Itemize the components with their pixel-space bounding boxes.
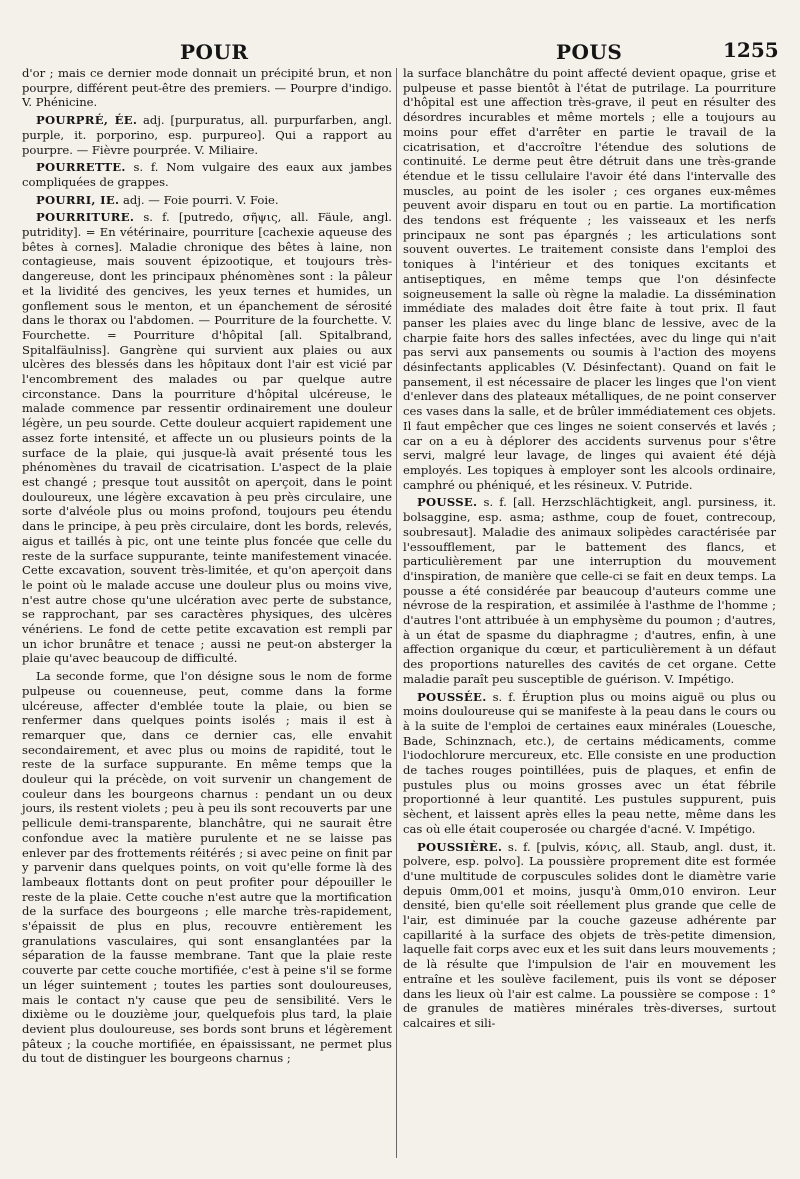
entry-text: s. f. Éruption plus ou moins aiguë ou plus ou moins douloureuse qui se manifeste à la peau dans le cours ou à la suite de l'emploi de certaines eaux minérales (Louesche, Bade, Schinznach, etc.), de certains médicaments, comme l'iodochlorure mercureux, etc. Elle consiste en une production de taches rouges pointillées, puis de plaques, et enfin de pustules plus ou moins grosses avec un état fébrile proportionné à leur quantité. Les pustules suppurent, puis sèchent, et laissent après elles la peau nette, même dans les cas où elle était couperosée ou chargée d'acné. V. Impétigo. <box>403 689 777 836</box>
entry-text: d'or ; mais ce dernier mode donnait un précipité brun, et non pourpre, différent peut-être des premiers. — Pourpre d'indigo. V. Phénicine. <box>22 66 392 110</box>
entry-paragraph <box>22 669 392 1066</box>
right-column <box>403 66 776 1034</box>
entry-text: s. f. [pulvis, κόνις, all. Staub, angl. dust, it. polvere, esp. polvo]. La poussière proprement dite est formée d'une multitude de corpuscules solides dont le diamètre varie depuis 0mm,001 et moins, jusqu'à 0mm,010 environ. Leur densité, bien qu'elle soit réellement plus grande que celle de l'air, est diminuée par la couche gazeuse adhérente par capillarité à la surface des objets de très-petite dimension, laquelle fait corps avec eux et les suit dans leurs mouvements ; de là résulte que l'impulsion de l'air en mouvement les entraîne et les soulève facilement, puis ils vont se déposer dans les lieux où l'air est calme. La poussière se compose : 1° de granules de matières minérales très-diverses, surtout calcaires et sili- <box>403 839 776 1030</box>
entry-paragraph <box>22 193 392 208</box>
entry-headword: POURPRÉ, ÉE. <box>36 113 138 128</box>
entry-paragraph <box>22 210 392 666</box>
entry-text: La seconde forme, que l'on désigne sous le nom de forme pulpeuse ou couenneuse, peut, comme dans la forme ulcéreuse, affecter d'emblée toute la plaie, ou bien se renfermer dans quelques points isolés ; mais il est à remarquer que, dans ce dernier cas, elle envahit secondairement, et avec plus ou moins de rapidité, tout le reste de la surface suppurante. En même temps que la douleur qui la précède, on voit survenir un changement de couleur dans les bourgeons charnus : pendant un ou deux jours, ils restent violets ; peu à peu ils sont recouverts par une pellicule demi-transparente, blanchâtre, qui ne saurait être confondue avec la matière purulente et ne se laisse pas enlever par des frottements réitérés ; si avec peine on finit par y parvenir dans quelques points, on voit qu'elle forme là des lambeaux flottants dont on peut profiter pour dépouiller le reste de la plaie. Cette couche n'est autre que la mortification de la surface des bourgeons ; elle marche très-rapidement, s'épaissit de plus en plus, recouvre entièrement les granulations vasculaires, qui sont ensanglantées par la séparation de la fausse membrane. Tant que la plaie reste couverte par cette couche mortifiée, c'est à peine s'il se forme un léger suintement ; toutes les parties sont douloureuses, mais le contact n'y cause que peu de sensibilité. Vers le dixième ou le douzième jour, quelquefois plus tard, la plaie devient plus douloureuse, ses bords sont bruns et légèrement pâteux ; la couche mortifiée, en épaississant, ne permet plus du tout de distinguer les bourgeons charnus ; <box>22 669 392 1066</box>
entry-headword: POUSSÉE. <box>417 689 487 704</box>
entry-text: s. f. [putredo, σῆψις, all. Fäule, angl. putridity]. = En vétérinaire, pourriture [cachexie aqueuse des bêtes à cornes]. Maladie chronique des bêtes à laine, non contagieuse, mais souvent épizootique, et toujours très-dangereuse, dont les principaux phénomènes sont : la pâleur et la lividité des gencives, les yeux ternes et humides, un gonflement sous le menton, et un épanchement de sérosité dans le thorax ou l'abdomen. — Pourriture de la fourchette. V. Fourchette. = Pourriture d'hôpital [all. Spitalbrand, Spitalfäulniss]. Gangrène qui survient aux plaies ou aux ulcères des blessés dans les hôpitaux dont l'air est vicié par l'encombrement des malades ou par quelque autre circonstance. Dans la pourriture d'hôpital ulcéreuse, le malade commence par ressentir ordinairement une douleur légère, un peu sourde. Cette douleur acquiert rapidement une assez forte intensité, et affecte un ou plusieurs points de la surface de la plaie, qui jusque-là avait présenté tous les phénomènes du travail de cicatrisation. L'aspect de la plaie est changé ; presque tout aussitôt on aperçoit, dans le point douloureux, une légère excavation à peu près circulaire, une sorte d'alvéole plus ou moins profond, toujours peu étendu dans le principe, à peu près circulaire, dont les bords, relevés, aigus et taillés à pic, ont une teinte plus foncée que celle du reste de la surface suppurante, teinte manifestement vinacée. Cette excavation, souvent très-limitée, et qu'on aperçoit dans le point où le malade accuse une douleur plus ou moins vive, n'est autre chose qu'une ulcération avec perte de substance, se rapprochant, par ses caractères physiques, des ulcères vénériens. Le fond de cette petite excavation est rempli par un ichor brunâtre et tenace ; aussi ne peut-on absterger la plaie qu'avec beaucoup de difficulté. <box>22 210 392 666</box>
entry-headword: POUSSIÈRE. <box>417 839 503 854</box>
left-column <box>22 66 392 1069</box>
entry-text: la surface blanchâtre du point affecté devient opaque, grise et pulpeuse et passe bientôt à l'état de putrilage. La pourriture d'hôpital est une affection très-grave, il peut en résulter des désordres incurables et même mortels ; elle a toujours au moins pour effet d'arrêter en partie le travail de la cicatrisation, et d'accroître l'étendue des solutions de continuité. Le derme peut être détruit dans une très-grande étendue et le tissu cellulaire l'avoir été dans l'intervalle des muscles, au point de les isoler ; ces organes eux-mêmes peuvent avoir disparu en tout ou en partie. La mortification des tendons est fréquente ; les vaisseaux et les nerfs principaux ne sont pas épargnés ; les articulations sont souvent ouvertes. Le traitement consiste dans l'emploi des toniques à l'intérieur et des toniques excitants et antiseptiques, en même temps que l'on désinfecte soigneusement la salle où règne la maladie. La dissémination immédiate des malades doit être faite à tout prix. Il faut panser les plaies avec du linge blanc de lessive, avec de la charpie faite hors des salles infectées, avec du linge qui n'ait pas servi aux pansements ou soumis à l'action des moyens désinfectants applicables (V. Désinfectant). Quand on fait le pansement, il est nécessaire de placer les linges que l'on vient d'enlever dans des plateaux métalliques, de ne point conserver ces vases dans la salle, et de brûler immédiatement ces objets. Il faut empêcher que ces linges ne soient conservés et lavés ; car on a eu à déplorer des accidents survenus pour s'être servi, malgré leur lavage, de linges qui avaient été déjà employés. Les topiques à employer sont les alcools ordinaire, camphré ou phéniqué, et les résineux. V. Putride. <box>403 66 776 492</box>
entry-paragraph <box>403 495 776 686</box>
entry-paragraph <box>22 66 392 110</box>
entry-headword: POURRITURE. <box>36 210 135 225</box>
entry-text: s. f. Nom vulgaire des eaux aux jambes compliquées de grappes. <box>22 160 392 189</box>
running-head-right: POUS <box>556 40 623 64</box>
entry-paragraph <box>403 66 776 492</box>
running-head-left: POUR <box>180 40 249 64</box>
entry-paragraph <box>403 840 776 1031</box>
entry-paragraph <box>22 160 392 189</box>
entry-text: s. f. [all. Herzschlächtigkeit, angl. pursiness, it. bolsaggine, esp. asma; asthme, coup de fouet, contrecoup, soubresaut]. Maladie des animaux solipèdes caractérisée par l'essoufflement, par le battement des flancs, et particulièrement par une interruption du mouvement d'inspiration, de manière que celle-ci se fait en deux temps. La pousse a été considérée par beaucoup d'auteurs comme une névrose de la respiration, et assimilée à l'asthme de l'homme ; d'autres l'ont attribuée à un emphysème du poumon ; d'autres, à un état de spasme du diaphragme ; d'autres, enfin, à une affection organique du cœur, et particulièrement à un défaut des proportions naturelles des cavités de cet organe. Cette maladie paraît peu susceptible de guérison. V. Impétigo. <box>403 495 777 686</box>
page-number: 1255 <box>723 38 779 62</box>
column-rule <box>396 68 397 1158</box>
entry-headword: POURRI, IE. <box>36 192 120 207</box>
entry-headword: POUSSE. <box>417 495 478 510</box>
entry-text: adj. — Foie pourri. V. Foie. <box>122 192 279 207</box>
entry-paragraph <box>22 113 392 157</box>
entry-text: adj. [purpuratus, all. purpurfarben, angl. purple, it. porporino, esp. purpureo]. Qui a rapport au pourpre. — Fièvre pourprée. V. Miliaire. <box>22 113 392 157</box>
entry-headword: POURRETTE. <box>36 160 126 175</box>
entry-paragraph <box>403 690 776 837</box>
